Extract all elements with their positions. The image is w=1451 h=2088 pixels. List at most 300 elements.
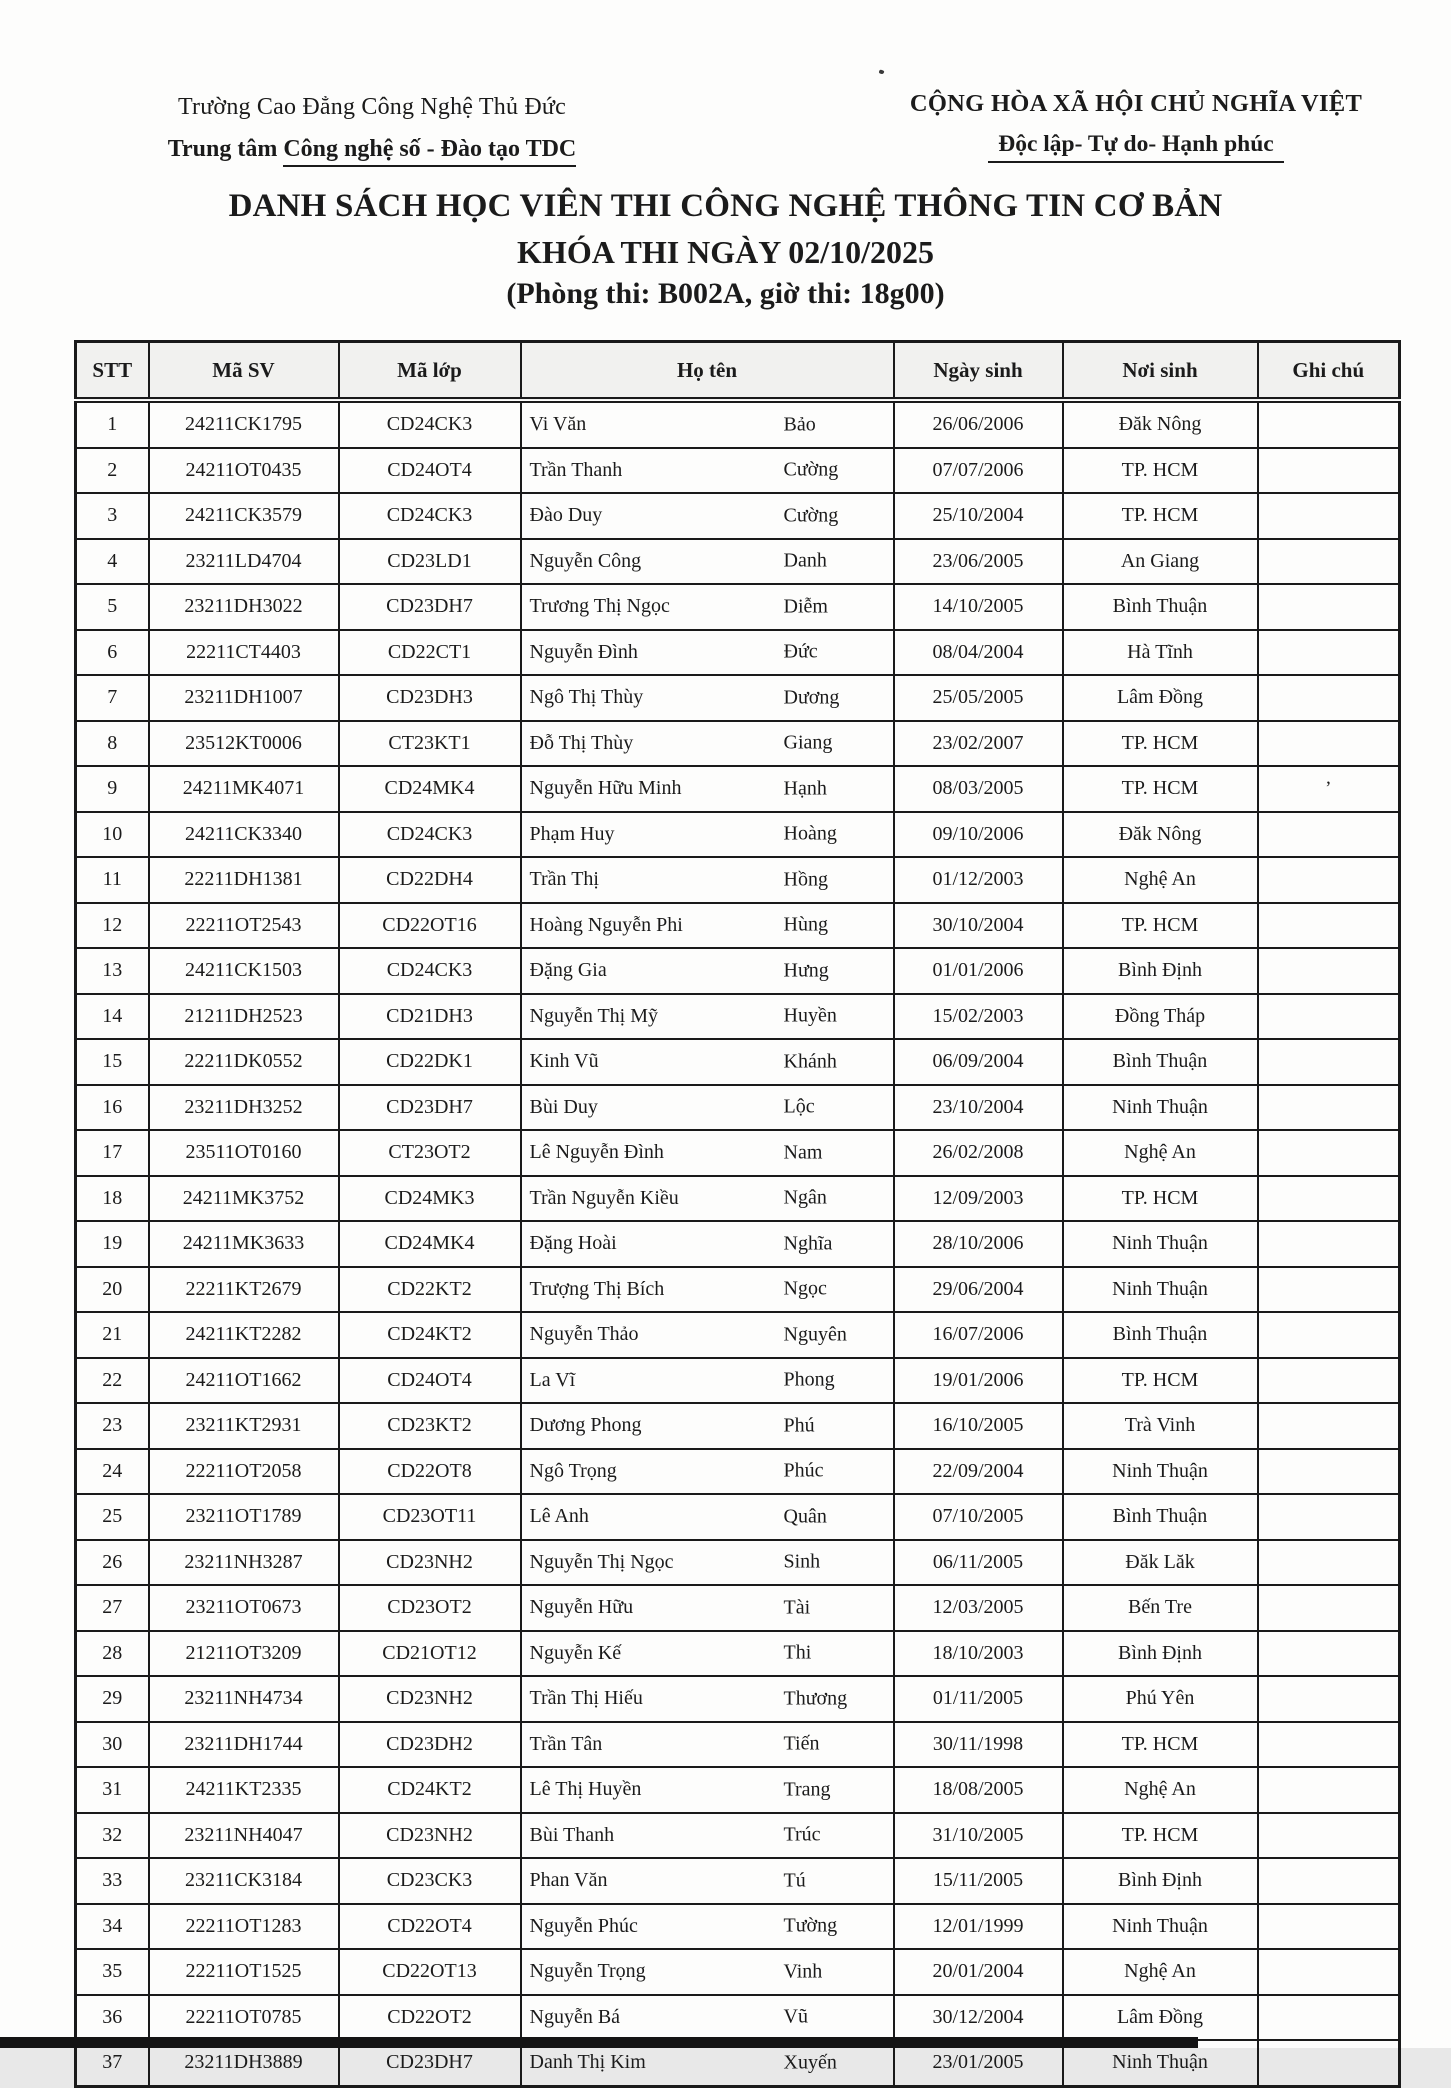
cell-stt: 27 [76, 1585, 149, 1631]
cell-ngay-sinh: 30/10/2004 [894, 903, 1063, 949]
cell-ghi-chu [1258, 1631, 1400, 1677]
cell-stt: 7 [76, 675, 149, 721]
cell-noi-sinh: Ninh Thuận [1063, 1904, 1258, 1950]
table-row [76, 1039, 1400, 1085]
student-ten: Bảo [783, 413, 816, 436]
student-ten: Cường [783, 458, 839, 481]
cell-ho-ten [521, 1631, 894, 1677]
student-ho: Lê Nguyễn Đình [529, 1141, 664, 1164]
cell-ma-lop: CD22OT16 [339, 903, 521, 949]
cell-noi-sinh: Bình Thuận [1063, 584, 1258, 630]
student-ten: Khánh [783, 1050, 837, 1073]
cell-ho-ten [521, 766, 894, 812]
cell-ho-ten [521, 1858, 894, 1904]
title-line3: (Phòng thi: B002A, giờ thi: 18g00) [506, 277, 945, 310]
cell-stt: 24 [76, 1449, 149, 1495]
cell-ma-sv: 22211OT0785 [149, 1995, 339, 2041]
cell-ma-lop: CD23DH2 [339, 1722, 521, 1768]
cell-ngay-sinh: 25/05/2005 [894, 675, 1063, 721]
student-ten: Vũ [783, 2005, 808, 2028]
table-row [76, 994, 1400, 1040]
cell-ghi-chu [1258, 1858, 1400, 1904]
cell-noi-sinh: An Giang [1063, 539, 1258, 585]
cell-ma-sv: 24211MK3752 [149, 1176, 339, 1222]
cell-stt: 16 [76, 1085, 149, 1131]
student-ten: Nam [783, 1141, 823, 1164]
center-name-prefix: Trung tâm [167, 136, 284, 162]
cell-ngay-sinh: 18/10/2003 [894, 1631, 1063, 1677]
table-row [76, 1585, 1400, 1631]
student-ten: Ngân [783, 1186, 827, 1209]
cell-ngay-sinh: 30/11/1998 [894, 1722, 1063, 1768]
student-ho: Phạm Huy [529, 822, 615, 845]
cell-ho-ten [521, 1403, 894, 1449]
column-header-ma-sv: Mã SV [149, 342, 339, 401]
student-table-body [76, 400, 1400, 2086]
table-row [76, 1312, 1400, 1358]
cell-stt: 6 [76, 630, 149, 676]
cell-ghi-chu [1258, 1039, 1400, 1085]
cell-ma-lop: CD22DH4 [339, 857, 521, 903]
cell-ghi-chu [1258, 1813, 1400, 1859]
student-ho: Nguyễn Hữu Minh [529, 777, 682, 800]
cell-ma-lop: CD23NH2 [339, 1676, 521, 1722]
cell-ma-sv: 23211LD4704 [149, 539, 339, 585]
cell-ngay-sinh: 01/12/2003 [894, 857, 1063, 903]
column-header-ghi-chu: Ghi chú [1258, 342, 1400, 401]
cell-noi-sinh: Nghệ An [1063, 857, 1258, 903]
cell-ho-ten [521, 1130, 894, 1176]
student-ho: Trương Thị Ngọc [529, 595, 670, 618]
cell-ghi-chu [1258, 493, 1400, 539]
cell-noi-sinh: Bình Thuận [1063, 1494, 1258, 1540]
cell-noi-sinh: Bến Tre [1063, 1585, 1258, 1631]
cell-ma-lop: CD24OT4 [339, 448, 521, 494]
student-ten: Nghĩa [783, 1232, 833, 1255]
cell-ma-lop: CD24CK3 [339, 493, 521, 539]
cell-noi-sinh: Hà Tĩnh [1063, 630, 1258, 676]
table-row [76, 1813, 1400, 1859]
cell-ngay-sinh: 08/04/2004 [894, 630, 1063, 676]
scan-artifact-bottom-bar [0, 2037, 1198, 2048]
cell-noi-sinh: Trà Vinh [1063, 1403, 1258, 1449]
student-ten: Trúc [783, 1823, 821, 1846]
student-ten: Diễm [783, 595, 828, 618]
scan-speck-artifact [878, 69, 884, 74]
cell-stt: 2 [76, 448, 149, 494]
cell-ho-ten [521, 630, 894, 676]
cell-ghi-chu [1258, 675, 1400, 721]
cell-stt: 8 [76, 721, 149, 767]
cell-ho-ten [521, 1176, 894, 1222]
cell-noi-sinh: TP. HCM [1063, 1813, 1258, 1859]
cell-ho-ten [521, 1585, 894, 1631]
cell-ma-lop: CD24MK4 [339, 1221, 521, 1267]
cell-stt: 23 [76, 1403, 149, 1449]
cell-ghi-chu [1258, 1358, 1400, 1404]
cell-ma-lop: CD23CK3 [339, 1858, 521, 1904]
student-ho: Nguyễn Công [529, 549, 642, 572]
cell-ghi-chu [1258, 1449, 1400, 1495]
cell-ma-sv: 24211MK4071 [149, 766, 339, 812]
cell-ma-lop: CD24OT4 [339, 1358, 521, 1404]
cell-noi-sinh: TP. HCM [1063, 766, 1258, 812]
cell-ho-ten [521, 948, 894, 994]
table-row [76, 766, 1400, 812]
cell-ghi-chu [1258, 1722, 1400, 1768]
cell-ngay-sinh: 07/10/2005 [894, 1494, 1063, 1540]
cell-ho-ten [521, 1676, 894, 1722]
cell-ghi-chu [1258, 903, 1400, 949]
cell-noi-sinh: Ninh Thuận [1063, 1449, 1258, 1495]
national-motto-header [856, 90, 1416, 163]
student-ho: Kinh Vũ [529, 1050, 599, 1073]
student-ho: Danh Thị Kim [529, 2051, 646, 2074]
student-ten: Xuyến [783, 2051, 837, 2074]
cell-ngay-sinh: 28/10/2006 [894, 1221, 1063, 1267]
student-ten: Đức [783, 640, 818, 663]
cell-ngay-sinh: 23/10/2004 [894, 1085, 1063, 1131]
school-name: Trường Cao Đẳng Công Nghệ Thủ Đức [178, 94, 566, 120]
cell-ngay-sinh: 25/10/2004 [894, 493, 1063, 539]
student-ho: Ngô Thị Thùy [529, 686, 644, 709]
cell-ma-sv: 24211CK1503 [149, 948, 339, 994]
cell-ma-sv: 22211OT1283 [149, 1904, 339, 1950]
student-ho: Nguyễn Phúc [529, 1914, 638, 1937]
student-ten: Hoàng [783, 822, 837, 845]
cell-noi-sinh: Phú Yên [1063, 1676, 1258, 1722]
cell-ghi-chu [1258, 1267, 1400, 1313]
cell-ho-ten [521, 1995, 894, 2041]
cell-ma-sv: 24211KT2282 [149, 1312, 339, 1358]
cell-ngay-sinh: 08/03/2005 [894, 766, 1063, 812]
cell-ho-ten [521, 721, 894, 767]
cell-ngay-sinh: 15/02/2003 [894, 994, 1063, 1040]
cell-noi-sinh: Ninh Thuận [1063, 1085, 1258, 1131]
table-row [76, 1403, 1400, 1449]
cell-ngay-sinh: 01/11/2005 [894, 1676, 1063, 1722]
cell-ma-sv: 21211DH2523 [149, 994, 339, 1040]
cell-stt: 15 [76, 1039, 149, 1085]
cell-ma-lop: CD24KT2 [339, 1312, 521, 1358]
cell-ghi-chu [1258, 1494, 1400, 1540]
cell-noi-sinh: Bình Thuận [1063, 1039, 1258, 1085]
cell-stt: 10 [76, 812, 149, 858]
cell-ngay-sinh: 19/01/2006 [894, 1358, 1063, 1404]
cell-ma-sv: 24211OT0435 [149, 448, 339, 494]
cell-ma-sv: 23211NH4734 [149, 1676, 339, 1722]
cell-ma-lop: CD22OT2 [339, 1995, 521, 2041]
cell-ma-sv: 23211DH3889 [149, 2040, 339, 2086]
cell-ma-lop: CD21DH3 [339, 994, 521, 1040]
cell-noi-sinh: Bình Thuận [1063, 1312, 1258, 1358]
cell-ghi-chu [1258, 400, 1400, 448]
cell-stt: 4 [76, 539, 149, 585]
cell-ma-sv: 22211OT2058 [149, 1449, 339, 1495]
table-row [76, 1540, 1400, 1586]
cell-ghi-chu [1258, 948, 1400, 994]
cell-noi-sinh: TP. HCM [1063, 1358, 1258, 1404]
cell-ma-lop: CD22DK1 [339, 1039, 521, 1085]
cell-ngay-sinh: 23/02/2007 [894, 721, 1063, 767]
cell-ma-lop: CT23OT2 [339, 1130, 521, 1176]
cell-ngay-sinh: 26/02/2008 [894, 1130, 1063, 1176]
cell-ho-ten [521, 539, 894, 585]
cell-noi-sinh: Ninh Thuận [1063, 1221, 1258, 1267]
student-ho: Phan Văn [529, 1869, 608, 1892]
cell-ngay-sinh: 30/12/2004 [894, 1995, 1063, 2041]
table-row [76, 1904, 1400, 1950]
student-ho: Bùi Thanh [529, 1823, 615, 1846]
cell-ho-ten [521, 584, 894, 630]
student-ten: Hưng [783, 959, 829, 982]
cell-ghi-chu [1258, 1904, 1400, 1950]
cell-ma-lop: CD23NH2 [339, 1813, 521, 1859]
table-row [76, 448, 1400, 494]
table-row [76, 1949, 1400, 1995]
cell-ma-sv: 22211OT2543 [149, 903, 339, 949]
cell-ngay-sinh: 12/01/1999 [894, 1904, 1063, 1950]
cell-ma-lop: CD23DH7 [339, 1085, 521, 1131]
column-header-ma-lop: Mã lớp [339, 342, 521, 401]
cell-ma-lop: CD24MK3 [339, 1176, 521, 1222]
cell-ma-lop: CD24MK4 [339, 766, 521, 812]
cell-ghi-chu [1258, 1176, 1400, 1222]
table-row [76, 630, 1400, 676]
cell-ho-ten [521, 1904, 894, 1950]
student-ho: Nguyễn Trọng [529, 1960, 646, 1983]
cell-ma-sv: 22211KT2679 [149, 1267, 339, 1313]
cell-ho-ten [521, 1358, 894, 1404]
cell-ngay-sinh: 23/06/2005 [894, 539, 1063, 585]
table-row [76, 1722, 1400, 1768]
cell-ho-ten [521, 1540, 894, 1586]
cell-stt: 5 [76, 584, 149, 630]
cell-ho-ten [521, 1949, 894, 1995]
cell-ngay-sinh: 29/06/2004 [894, 1267, 1063, 1313]
cell-stt: 35 [76, 1949, 149, 1995]
cell-ngay-sinh: 06/09/2004 [894, 1039, 1063, 1085]
cell-ma-sv: 23211DH3022 [149, 584, 339, 630]
cell-ho-ten [521, 1312, 894, 1358]
student-ho: Nguyễn Bá [529, 2005, 621, 2028]
cell-ghi-chu [1258, 857, 1400, 903]
cell-ghi-chu [1258, 539, 1400, 585]
student-ten: Hùng [783, 913, 828, 936]
cell-noi-sinh: Lâm Đồng [1063, 1995, 1258, 2041]
cell-ma-lop: CD23KT2 [339, 1403, 521, 1449]
cell-ghi-chu [1258, 1221, 1400, 1267]
cell-ho-ten [521, 812, 894, 858]
cell-ma-sv: 21211OT3209 [149, 1631, 339, 1677]
student-ho: Hoàng Nguyễn Phi [529, 913, 683, 936]
student-ten: Tú [783, 1869, 806, 1892]
student-ten: Tường [783, 1914, 838, 1937]
table-row [76, 948, 1400, 994]
cell-ngay-sinh: 06/11/2005 [894, 1540, 1063, 1586]
cell-ho-ten [521, 1813, 894, 1859]
cell-ngay-sinh: 01/01/2006 [894, 948, 1063, 994]
table-row [76, 539, 1400, 585]
cell-ma-lop: CD23LD1 [339, 539, 521, 585]
cell-ma-sv: 23211KT2931 [149, 1403, 339, 1449]
student-ten: Phúc [783, 1459, 824, 1482]
cell-stt: 32 [76, 1813, 149, 1859]
student-ho: Nguyễn Thị Mỹ [529, 1004, 659, 1027]
cell-ma-lop: CD24KT2 [339, 1767, 521, 1813]
cell-ma-sv: 24211KT2335 [149, 1767, 339, 1813]
national-motto-line2: Độc lập- Tự do- Hạnh phúc [988, 131, 1284, 163]
cell-ho-ten [521, 1767, 894, 1813]
cell-ma-sv: 24211CK1795 [149, 400, 339, 448]
student-ten: Huyền [783, 1004, 837, 1027]
cell-ho-ten [521, 1085, 894, 1131]
student-ten: Nguyên [783, 1323, 847, 1346]
cell-ma-lop: CD22OT4 [339, 1904, 521, 1950]
student-ho: Lê Thị Huyền [529, 1778, 642, 1801]
cell-ghi-chu [1258, 1130, 1400, 1176]
cell-ma-sv: 22211CT4403 [149, 630, 339, 676]
cell-noi-sinh: TP. HCM [1063, 1722, 1258, 1768]
student-ten: Dương [783, 686, 840, 709]
table-row [76, 1085, 1400, 1131]
column-header-ngay-sinh: Ngày sinh [894, 342, 1063, 401]
national-motto-line1: CỘNG HÒA XÃ HỘI CHỦ NGHĨA VIỆT [909, 90, 1363, 117]
cell-ghi-chu [1258, 630, 1400, 676]
cell-ho-ten [521, 400, 894, 448]
table-row [76, 675, 1400, 721]
cell-ghi-chu [1258, 812, 1400, 858]
cell-stt: 20 [76, 1267, 149, 1313]
cell-ma-sv: 23211CK3184 [149, 1858, 339, 1904]
cell-ma-sv: 22211DK0552 [149, 1039, 339, 1085]
student-ten: Phong [783, 1368, 835, 1391]
cell-stt: 11 [76, 857, 149, 903]
cell-ho-ten [521, 1449, 894, 1495]
center-name [92, 136, 652, 163]
cell-ngay-sinh: 09/10/2006 [894, 812, 1063, 858]
student-ten: Hồng [783, 868, 828, 891]
column-header-stt: STT [76, 342, 149, 401]
student-ho: Đặng Gia [529, 959, 607, 982]
cell-ghi-chu [1258, 1949, 1400, 1995]
cell-ngay-sinh: 18/08/2005 [894, 1767, 1063, 1813]
cell-ghi-chu [1258, 1312, 1400, 1358]
cell-ghi-chu [1258, 1085, 1400, 1131]
cell-ngay-sinh: 16/07/2006 [894, 1312, 1063, 1358]
student-ten: Giang [783, 731, 833, 754]
cell-noi-sinh: Đăk Nông [1063, 400, 1258, 448]
cell-ma-lop: CD23OT2 [339, 1585, 521, 1631]
cell-ma-lop: CD22KT2 [339, 1267, 521, 1313]
cell-ho-ten [521, 493, 894, 539]
cell-stt: 21 [76, 1312, 149, 1358]
cell-noi-sinh: Đăk Nông [1063, 812, 1258, 858]
student-ten: Ngọc [783, 1277, 827, 1300]
student-ho: La Vĩ [529, 1368, 576, 1391]
cell-ngay-sinh: 31/10/2005 [894, 1813, 1063, 1859]
cell-ma-sv: 23211DH1744 [149, 1722, 339, 1768]
cell-ho-ten [521, 1039, 894, 1085]
cell-noi-sinh: Ninh Thuận [1063, 2040, 1258, 2086]
student-ho: Nguyễn Hữu [529, 1596, 634, 1619]
cell-ma-sv: 22211OT1525 [149, 1949, 339, 1995]
cell-ma-sv: 23211NH4047 [149, 1813, 339, 1859]
student-ten: Thương [783, 1687, 848, 1710]
student-ho: Đỗ Thị Thùy [529, 731, 634, 754]
cell-stt: 3 [76, 493, 149, 539]
cell-noi-sinh: Đồng Tháp [1063, 994, 1258, 1040]
student-ho: Trượng Thị Bích [529, 1277, 665, 1300]
cell-ma-sv: 23211OT0673 [149, 1585, 339, 1631]
cell-ghi-chu [1258, 1767, 1400, 1813]
student-ten: Quân [783, 1505, 827, 1528]
cell-ho-ten [521, 903, 894, 949]
title-line2: KHÓA THI NGÀY 02/10/2025 [517, 234, 934, 270]
cell-ngay-sinh: 22/09/2004 [894, 1449, 1063, 1495]
student-ho: Nguyễn Đình [529, 640, 638, 663]
cell-ho-ten [521, 1267, 894, 1313]
student-ho: Trần Nguyễn Kiều [529, 1186, 679, 1209]
student-ho: Đặng Hoài [529, 1232, 617, 1255]
cell-ghi-chu [1258, 1540, 1400, 1586]
table-row [76, 1995, 1400, 2041]
cell-ma-sv: 22211DH1381 [149, 857, 339, 903]
cell-ma-sv: 23512KT0006 [149, 721, 339, 767]
student-ho: Nguyễn Thảo [529, 1323, 639, 1346]
table-row [76, 493, 1400, 539]
cell-stt: 26 [76, 1540, 149, 1586]
student-ten: Tiến [783, 1732, 820, 1755]
cell-noi-sinh: TP. HCM [1063, 493, 1258, 539]
cell-ho-ten [521, 1494, 894, 1540]
table-row [76, 1676, 1400, 1722]
cell-stt: 13 [76, 948, 149, 994]
table-row [76, 903, 1400, 949]
cell-noi-sinh: Bình Định [1063, 1631, 1258, 1677]
student-ten: Tài [783, 1596, 811, 1619]
cell-ma-lop: CD22CT1 [339, 630, 521, 676]
student-ten: Sinh [783, 1550, 821, 1573]
cell-stt: 18 [76, 1176, 149, 1222]
student-ten: Cường [783, 504, 839, 527]
table-row [76, 584, 1400, 630]
cell-ho-ten [521, 1722, 894, 1768]
title-line1: DANH SÁCH HỌC VIÊN THI CÔNG NGHỆ THÔNG TIN CƠ BẢN [228, 188, 1223, 224]
student-ho: Vi Văn [529, 413, 587, 436]
cell-ma-lop: CD24CK3 [339, 948, 521, 994]
student-ho: Trần Tân [529, 1732, 603, 1755]
student-ho: Bùi Duy [529, 1095, 598, 1118]
student-ten: Vinh [783, 1960, 823, 1983]
cell-ghi-chu [1258, 1995, 1400, 2041]
cell-stt: 17 [76, 1130, 149, 1176]
student-ho: Dương Phong [529, 1414, 642, 1437]
student-ho: Lê Anh [529, 1505, 589, 1528]
cell-stt: 28 [76, 1631, 149, 1677]
cell-ma-sv: 23211DH1007 [149, 675, 339, 721]
cell-ghi-chu [1258, 448, 1400, 494]
cell-ma-lop: CD24CK3 [339, 812, 521, 858]
cell-stt: 25 [76, 1494, 149, 1540]
cell-ho-ten [521, 857, 894, 903]
table-row [76, 812, 1400, 858]
student-ten: Trang [783, 1778, 831, 1801]
table-row [76, 1176, 1400, 1222]
student-ten: Danh [783, 549, 827, 572]
cell-stt: 29 [76, 1676, 149, 1722]
cell-ma-sv: 23211DH3252 [149, 1085, 339, 1131]
